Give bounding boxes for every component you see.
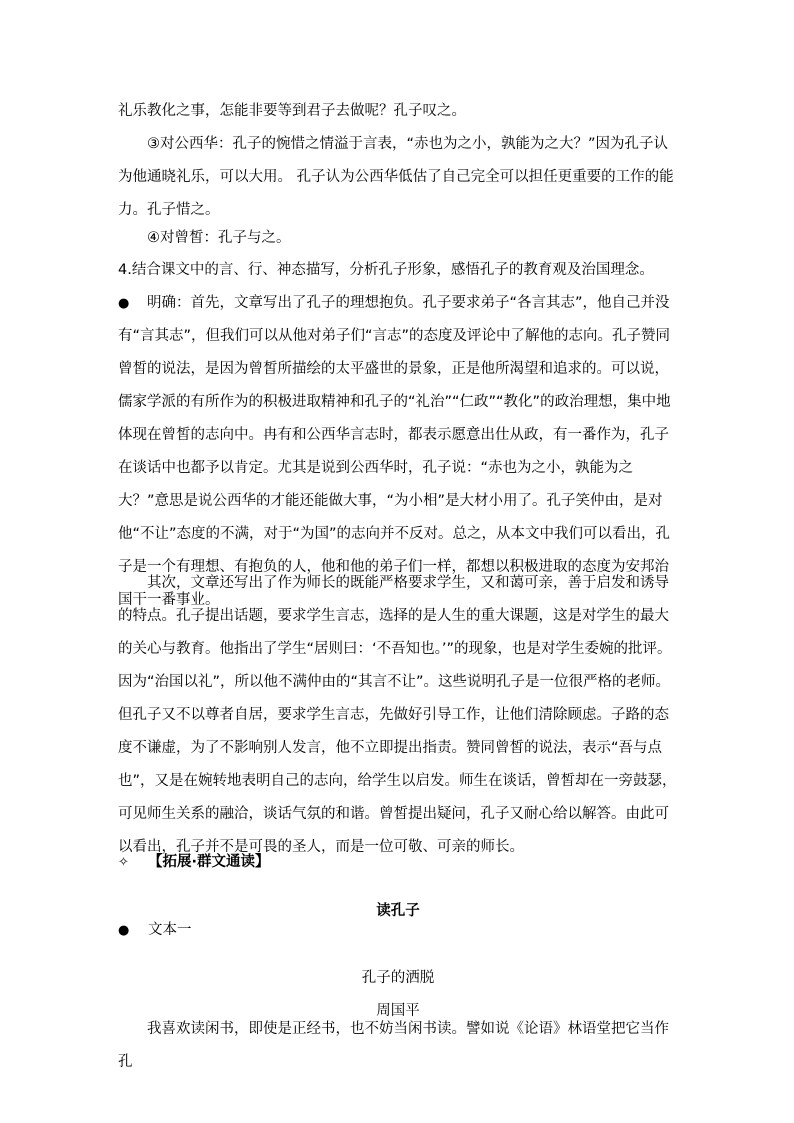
section-heading: 【拓展·群文通读】 xyxy=(148,854,270,870)
article-first-paragraph: 我喜欢读闲书，即使是正经书，也不妨当闲书读。譬如说《论语》林语堂把它当作孔 xyxy=(118,1021,669,1070)
diamond-icon: ✧ xyxy=(118,855,129,870)
bullet-icon: ● xyxy=(118,296,130,311)
text-one-label: 文本一 xyxy=(148,922,192,938)
bullet-icon: ● xyxy=(118,923,130,938)
answer-paragraph-2: 其次，文章还写出了作为师长的既能严格要求学生，又和蔼可亲，善于启发和诱导的特点。孔子提出话题，要求学生言志，选择的是人生的重大课题，这是对学生的最大的关心与教育。他指出了学生“居则曰：‘不吾知也。’”的现象，也是对学生委婉的批评。因为“治国以礼”，所以他不满仲由的“其言不让”。这些说明孔子是一位很严格的老师。但孔子又不以尊者自居，要求学生言志，先做好引导工作，让他们清除顾虑。子路的态度不谦虚，为了不影响别人发言，他不立即提出指责。赞同曾皙的说法，表示“吾与点也”，又是在婉转地表明自己的志向，给学生以启发。师生在谈话，曾皙却在一旁鼓瑟，可见师生关系的融洽，谈话气氛的和谐。曾皙提出疑问，孔子又耐心给以解答。由此可以看出，孔子并不是可畏的圣人，而是一位可敬、可亲的师长。 xyxy=(118,575,677,855)
question-4: 4.结合课文中的言、行、神态描写，分析孔子形象，感悟孔子的教育观及治国理念。 xyxy=(118,262,654,278)
center-title: 读孔子 xyxy=(376,902,420,919)
answer-paragraph-1: 明确：首先，文章写出了孔子的理想抱负。孔子要求弟子“各言其志”，他自己并没有“言其志”，但我们可以从他对弟子们“言志”的态度及评论中了解他的志向。孔子赞同曾皙的说法，是因为曾皙所描绘的太平盛世的景象，正是他所渴望和追求的。可以说，儒家学派的有所作为的积极进取精神和孔子的“礼治”“仁政”“教化”的政治理想，集中地体现在曾皙的志向中。冉有和公西华言志时，都表示愿意出仕从政，有一番作为，孔子在谈话中也都予以肯定。尤其是说到公西华时，孔子说：“赤也为之小，孰能为之大？”意思是说公西华的才能还能做大事，“为小相”是大材小用了。孔子笑仲由，是对他“不让”态度的不满，对于“为国”的志向并不反对。总之，从本文中我们可以看出，孔子是一个有理想、有抱负的人，他和他的弟子们一样，都想以积极进取的态度为安邦治国干一番事业。 xyxy=(118,295,671,608)
paragraph-gongxihua: ③对公西华：孔子的惋惜之情溢于言表，“赤也为之小，孰能为之大？”因为孔子认为他通晓礼乐，可以大用。 孔子认为公西华低估了自己完全可以担任更重要的工作的能力。孔子惜之。 xyxy=(118,136,674,218)
text-line-liyue: 礼乐教化之事，怎能非要等到君子去做呢？孔子叹之。 xyxy=(118,103,466,119)
paragraph-zengxi: ④对曾皙：孔子与之。 xyxy=(147,230,291,246)
article-title: 孔子的洒脱 xyxy=(361,969,435,986)
article-author: 周国平 xyxy=(376,1002,420,1019)
